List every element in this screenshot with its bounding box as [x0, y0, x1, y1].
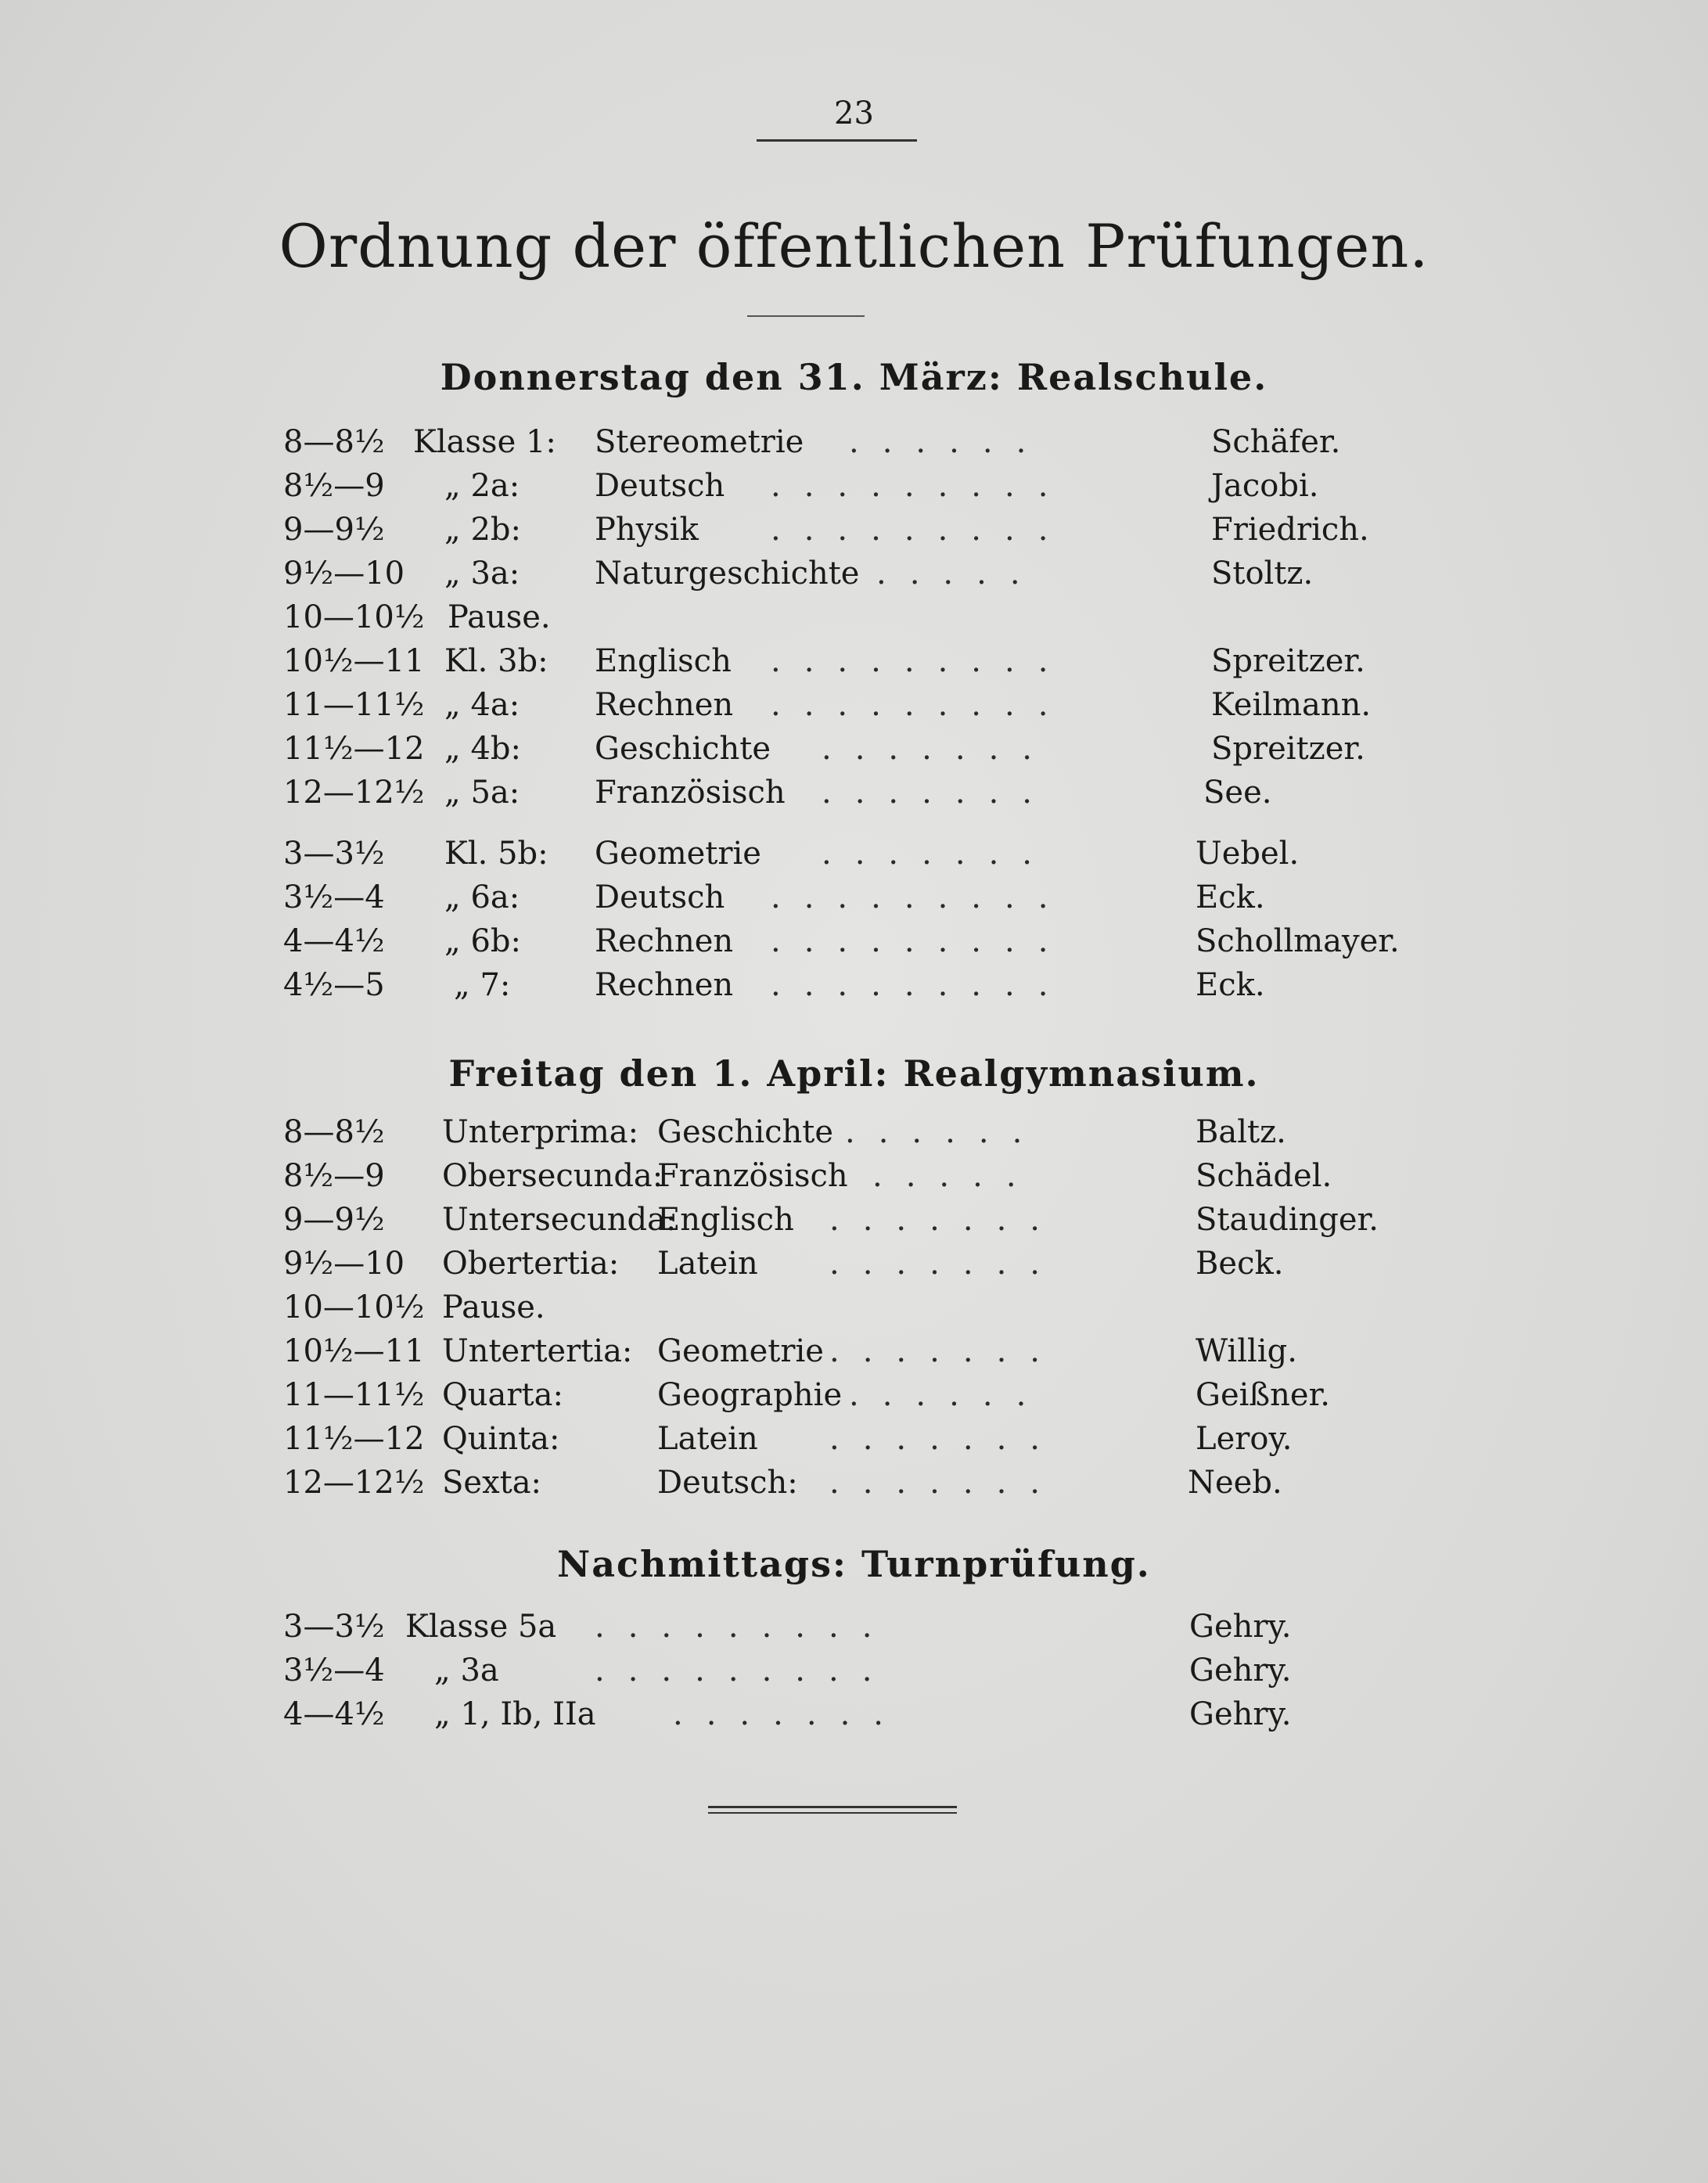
class-cell: Kl. 5b: — [444, 836, 548, 872]
schedule-row — [0, 1374, 1708, 1416]
dot-leader: ......... — [771, 687, 1072, 723]
dot-leader: ....... — [829, 1465, 1064, 1501]
dot-leader: ......... — [771, 879, 1072, 915]
section-heading-friday: Freitag den 1. April: Realgymnasium. — [448, 1052, 1260, 1095]
dot-leader: ..... — [876, 556, 1044, 592]
dot-leader: ....... — [822, 775, 1056, 811]
subject-cell: Naturgeschichte — [595, 556, 860, 592]
teacher-cell: Gehry. — [1189, 1653, 1292, 1688]
teacher-cell: Willig. — [1196, 1333, 1297, 1369]
teacher-cell: Uebel. — [1196, 836, 1300, 872]
time-cell: 8½—9 — [283, 1158, 385, 1194]
teacher-cell: See. — [1203, 775, 1272, 811]
section-heading-thursday: Donnerstag den 31. März: Realschule. — [440, 356, 1268, 398]
subject-cell: Französisch — [595, 775, 786, 811]
section-heading-afternoon: Nachmittags: Turnprüfung. — [557, 1543, 1151, 1585]
schedule-row — [0, 552, 1708, 595]
teacher-cell: Staudinger. — [1196, 1202, 1379, 1238]
subject-cell: Geometrie — [595, 836, 761, 872]
class-cell: Quinta: — [442, 1421, 560, 1457]
schedule-row — [0, 1286, 1708, 1329]
schedule-row — [0, 1418, 1708, 1460]
schedule-row — [0, 964, 1708, 1006]
teacher-cell: Keilmann. — [1211, 687, 1372, 723]
time-cell: 3½—4 — [283, 879, 385, 915]
class-cell: Klasse 1: — [413, 424, 556, 460]
schedule-row — [0, 684, 1708, 726]
subject-cell: Rechnen — [595, 687, 734, 723]
time-cell: 10½—11 — [283, 643, 425, 679]
time-cell: 10½—11 — [283, 1333, 425, 1369]
time-cell: 10—10½ — [283, 599, 425, 635]
dot-leader: ....... — [829, 1333, 1064, 1369]
schedule-row — [0, 509, 1708, 551]
class-cell: Quarta: — [442, 1377, 563, 1413]
teacher-cell: Stoltz. — [1211, 556, 1314, 592]
teacher-cell: Baltz. — [1196, 1114, 1286, 1150]
dot-leader: ....... — [822, 836, 1056, 872]
schedule-row — [0, 640, 1708, 682]
schedule-row — [0, 1111, 1708, 1153]
class-cell: Untertertia: — [442, 1333, 633, 1369]
schedule-row — [0, 1606, 1708, 1648]
schedule-row — [0, 1155, 1708, 1197]
dot-leader: ......... — [771, 923, 1072, 959]
time-cell: 9½—10 — [283, 1246, 405, 1282]
time-cell: 4—4½ — [283, 923, 385, 959]
subject-cell: Latein — [657, 1246, 758, 1282]
time-cell: 11½—12 — [283, 1421, 425, 1457]
dot-leader: ....... — [829, 1202, 1064, 1238]
dot-leader: ....... — [829, 1246, 1064, 1282]
subject-cell: Deutsch — [595, 879, 725, 915]
dot-leader: ..... — [872, 1158, 1040, 1194]
time-cell: 9—9½ — [283, 512, 385, 548]
class-cell: „ 6a: — [444, 879, 520, 915]
class-cell: „ 5a: — [444, 775, 520, 811]
time-cell: 8—8½ — [283, 424, 385, 460]
class-cell: „ 7: — [454, 967, 511, 1003]
class-cell: „ 2b: — [444, 512, 521, 548]
class-cell: „ 3a: — [444, 556, 520, 592]
schedule-row — [0, 1649, 1708, 1692]
dot-leader: ....... — [829, 1421, 1064, 1457]
subject-cell: Geschichte — [657, 1114, 834, 1150]
header-rule — [757, 139, 917, 142]
schedule-row — [0, 1693, 1708, 1735]
schedule-row — [0, 1199, 1708, 1241]
dot-leader: ......... — [595, 1653, 896, 1688]
schedule-row — [0, 1330, 1708, 1372]
teacher-cell: Spreitzer. — [1211, 731, 1365, 767]
teacher-cell: Gehry. — [1189, 1609, 1292, 1645]
subject-cell: Stereometrie — [595, 424, 804, 460]
time-cell: 12—12½ — [283, 775, 425, 811]
footer-rule — [708, 1806, 957, 1808]
subject-cell: Englisch — [595, 643, 732, 679]
time-cell: 3—3½ — [283, 836, 385, 872]
class-cell: Unterprima: — [442, 1114, 639, 1150]
class-cell: „ 4b: — [444, 731, 521, 767]
schedule-row — [0, 833, 1708, 875]
schedule-row — [0, 771, 1708, 814]
teacher-cell: Spreitzer. — [1211, 643, 1365, 679]
schedule-row — [0, 1462, 1708, 1504]
class-cell: „ 3a — [434, 1653, 499, 1688]
time-cell: 11—11½ — [283, 1377, 425, 1413]
teacher-cell: Gehry. — [1189, 1696, 1292, 1732]
class-cell: Obertertia: — [442, 1246, 620, 1282]
class-cell: „ 6b: — [444, 923, 521, 959]
page-title: Ordnung der öffentlichen Prüfungen. — [279, 211, 1429, 281]
subject-cell: Deutsch — [595, 468, 725, 504]
class-cell: Pause. — [442, 1289, 545, 1325]
page-number: 23 — [834, 95, 874, 131]
class-cell: Untersecunda: — [442, 1202, 677, 1238]
schedule-row — [0, 920, 1708, 962]
schedule-row — [0, 596, 1708, 638]
time-cell: 10—10½ — [283, 1289, 425, 1325]
subject-cell: Französisch — [657, 1158, 848, 1194]
class-cell: Sexta: — [442, 1465, 542, 1501]
subject-cell: Geographie — [657, 1377, 843, 1413]
dot-leader: ......... — [595, 1609, 896, 1645]
time-cell: 9—9½ — [283, 1202, 385, 1238]
schedule-row — [0, 1243, 1708, 1285]
teacher-cell: Neeb. — [1188, 1465, 1282, 1501]
time-cell: 11½—12 — [283, 731, 425, 767]
class-cell: „ 1, Ib, IIa — [434, 1696, 596, 1732]
schedule-row — [0, 421, 1708, 463]
schedule-row — [0, 728, 1708, 770]
teacher-cell: Eck. — [1196, 879, 1265, 915]
time-cell: 8½—9 — [283, 468, 385, 504]
class-cell: Klasse 5a — [405, 1609, 557, 1645]
teacher-cell: Beck. — [1196, 1246, 1284, 1282]
time-cell: 9½—10 — [283, 556, 405, 592]
dot-leader: ......... — [771, 468, 1072, 504]
teacher-cell: Schäfer. — [1211, 424, 1341, 460]
dot-leader: ...... — [849, 1377, 1050, 1413]
teacher-cell: Friedrich. — [1211, 512, 1369, 548]
class-cell: Kl. 3b: — [444, 643, 548, 679]
time-cell: 12—12½ — [283, 1465, 425, 1501]
dot-leader: ......... — [771, 967, 1072, 1003]
class-cell: „ 2a: — [444, 468, 520, 504]
teacher-cell: Eck. — [1196, 967, 1265, 1003]
teacher-cell: Schädel. — [1196, 1158, 1332, 1194]
subject-cell: Geschichte — [595, 731, 771, 767]
time-cell: 4—4½ — [283, 1696, 385, 1732]
dot-leader: ....... — [673, 1696, 908, 1732]
dot-leader: ...... — [849, 424, 1050, 460]
time-cell: 4½—5 — [283, 967, 385, 1003]
class-cell: „ 4a: — [444, 687, 520, 723]
footer-rule — [708, 1812, 957, 1814]
class-cell: Pause. — [448, 599, 551, 635]
teacher-cell: Leroy. — [1196, 1421, 1293, 1457]
subject-cell: Geometrie — [657, 1333, 824, 1369]
time-cell: 3—3½ — [283, 1609, 385, 1645]
subject-cell: Physik — [595, 512, 699, 548]
dot-leader: ....... — [822, 731, 1056, 767]
schedule-row — [0, 465, 1708, 507]
dot-leader: ......... — [771, 643, 1072, 679]
class-cell: Obersecunda: — [442, 1158, 663, 1194]
title-rule — [747, 315, 865, 317]
teacher-cell: Geißner. — [1196, 1377, 1331, 1413]
time-cell: 8—8½ — [283, 1114, 385, 1150]
teacher-cell: Schollmayer. — [1196, 923, 1400, 959]
subject-cell: Deutsch: — [657, 1465, 798, 1501]
time-cell: 11—11½ — [283, 687, 425, 723]
dot-leader: ...... — [845, 1114, 1046, 1150]
subject-cell: Rechnen — [595, 923, 734, 959]
subject-cell: Latein — [657, 1421, 758, 1457]
schedule-row — [0, 876, 1708, 919]
teacher-cell: Jacobi. — [1211, 468, 1319, 504]
subject-cell: Englisch — [657, 1202, 794, 1238]
time-cell: 3½—4 — [283, 1653, 385, 1688]
subject-cell: Rechnen — [595, 967, 734, 1003]
dot-leader: ......... — [771, 512, 1072, 548]
